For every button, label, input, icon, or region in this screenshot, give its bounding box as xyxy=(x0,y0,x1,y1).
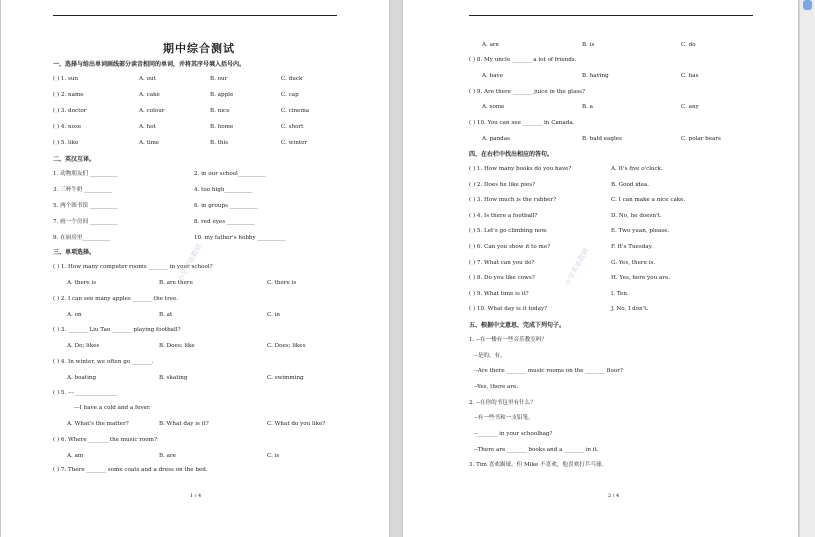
question-2-option-c: C. in xyxy=(267,312,281,318)
scrollbar[interactable] xyxy=(800,0,815,537)
translation-item: 8. red eyes __________ xyxy=(194,219,255,225)
question-2-option-b: B. at xyxy=(159,312,173,318)
question-8: ( ) 8. My uncle _______ a lot of friends. xyxy=(469,57,577,63)
question-4-option-b: B. skating xyxy=(159,375,188,381)
sound-question: ( ) 2. name xyxy=(53,92,84,98)
question-7-option-a: A. are xyxy=(482,42,499,48)
question-9-option-a: A. some xyxy=(482,104,505,110)
sound-option: B. our xyxy=(210,76,228,82)
question-6-option-c: C. is xyxy=(267,453,280,459)
sound-option: A. cake xyxy=(139,92,160,98)
question-8-option-a: A. have xyxy=(482,73,504,79)
translation-sentence: --是的，有。 xyxy=(474,353,506,359)
question-3-option-b: B. Does; like xyxy=(159,343,195,349)
page-2 xyxy=(403,0,798,537)
sound-option: C. winter xyxy=(281,140,308,146)
match-answer: F. It's Tuesday. xyxy=(611,244,653,250)
page-number: 2 / 4 xyxy=(608,493,620,499)
translation-item: 2. in our school__________ xyxy=(194,171,266,177)
question-3-option-c: C. Does; likes xyxy=(267,343,306,349)
question-10: ( ) 10. You can see _______ in Canada. xyxy=(469,120,575,126)
scrollbar-thumb[interactable] xyxy=(803,0,812,10)
question-1-option-a: A. there is xyxy=(67,280,97,286)
match-question: ( ) 2. Does he like pies? xyxy=(469,181,536,188)
question-5-option-a: A. What's the matter? xyxy=(67,421,129,427)
question-10-option-c: C. polar bears xyxy=(681,136,721,142)
match-question: ( ) 1. How many books do you have? xyxy=(469,166,572,172)
question-1-option-b: B. are there xyxy=(159,280,193,286)
question-10-option-a: A. pandas xyxy=(482,136,510,142)
translation-item: 10. my father's hobby __________ xyxy=(194,235,286,241)
sound-option: A. out xyxy=(139,76,156,82)
question-5-option-b: B. What day is it? xyxy=(159,421,209,427)
question-4-option-a: A. boating xyxy=(67,375,97,381)
sound-option: B. home xyxy=(210,124,234,130)
question-6-option-b: B. are xyxy=(159,453,176,459)
match-answer: E. Two yuan, please. xyxy=(611,228,670,235)
translation-sentence: 3. Tim 喜欢踢球，但 Mike 不喜欢，他喜欢打乒乓球。 xyxy=(469,462,608,468)
translation-sentence: --Are there _______ music rooms on the _______ floor? xyxy=(474,368,623,374)
sound-option: B. apple xyxy=(210,92,234,98)
question-3: ( ) 3. _______ Liu Tao _______ playing football? xyxy=(53,327,181,333)
watermark: 小学英语教研 xyxy=(176,242,204,284)
translation-sentence: --有一些书和一支铅笔。 xyxy=(474,415,534,421)
translation-sentence: --_______ in your schoolbag? xyxy=(474,431,553,437)
question-4-option-c: C. swimming xyxy=(267,375,304,381)
match-answer: B. Good idea. xyxy=(611,181,650,188)
header-rule xyxy=(53,15,337,16)
question-6-option-a: A. am xyxy=(67,453,84,459)
question-1-option-c: C. there is xyxy=(267,280,297,286)
translation-item: 4. too high__________ xyxy=(194,187,253,193)
question-7: ( ) 7. There _______ some coats and a dress on the bed. xyxy=(53,467,208,473)
section-2-title: 二、英汉互译。 xyxy=(53,156,96,163)
match-answer: J. No, I don't. xyxy=(611,306,649,313)
question-2-option-a: A. on xyxy=(67,312,82,318)
question-5-reply: ---I have a cold and a fever. xyxy=(74,405,151,411)
translation-item: 9. 在厨房里__________ xyxy=(53,235,111,241)
question-5: ( ) 5. --- _______________ xyxy=(53,390,118,396)
translation-item: 5. 两个图书馆 __________ xyxy=(53,203,118,209)
match-question: ( ) 3. How much is the rubber? xyxy=(469,197,557,204)
translation-sentence: --There are _______ books and a _______ in it. xyxy=(474,447,599,453)
sound-option: C. cinema xyxy=(281,108,310,114)
sound-option: C. cap xyxy=(281,92,299,98)
question-1: ( ) 1. How many computer rooms _______ in your school? xyxy=(53,264,213,270)
match-question: ( ) 10. What day is it today? xyxy=(469,306,548,313)
sound-question: ( ) 5. like xyxy=(53,140,79,146)
page-1 xyxy=(1,0,389,537)
sound-option: B. this xyxy=(210,140,229,146)
match-question: ( ) 6. Can you show it to me? xyxy=(469,244,551,250)
question-6: ( ) 6. Where _______ the music room? xyxy=(53,437,157,443)
sound-question: ( ) 3. doctor xyxy=(53,108,87,114)
section-1-title: 一、选择与给出单词画线部分读音相同的单词，并将其序号填入括号内。 xyxy=(53,61,246,68)
question-8-option-c: C. has xyxy=(681,73,699,79)
sound-option: C. duck xyxy=(281,76,303,82)
match-question: ( ) 4. Is there a football? xyxy=(469,212,538,219)
section-5-title: 五、根据中文意思，完成下列句子。 xyxy=(469,322,566,329)
page-title: 期中综合测试 xyxy=(163,42,235,55)
match-answer: I. Ten. xyxy=(611,290,629,297)
translation-item: 7. 画一个房间 __________ xyxy=(53,219,118,225)
match-question: ( ) 9. What time is it? xyxy=(469,290,529,297)
translation-item: 6. in groups __________ xyxy=(194,203,258,209)
match-answer: G. Yes, there is. xyxy=(611,259,656,266)
question-10-option-b: B. bald eagles xyxy=(582,136,622,142)
question-5-option-c: C. What do you like? xyxy=(267,421,326,427)
sound-option: C. short xyxy=(281,124,304,130)
question-7-option-c: C. do xyxy=(681,42,696,48)
translation-item: 1. 动物朋友们 __________ xyxy=(53,171,118,177)
section-4-title: 四、在右栏中找出相应的答句。 xyxy=(469,151,554,158)
match-answer: A. It's five o'clock. xyxy=(611,166,663,172)
question-9-option-b: B. a xyxy=(582,104,594,110)
page-number: 1 / 4 xyxy=(190,493,202,499)
match-question: ( ) 5. Let's go climbing now. xyxy=(469,228,548,235)
watermark: 小学英语教研 xyxy=(563,246,591,288)
header-rule xyxy=(469,15,753,16)
match-answer: C. I can make a nice cake. xyxy=(611,197,686,204)
sound-option: B. nice xyxy=(210,108,230,114)
sound-question: ( ) 4. nose xyxy=(53,124,82,130)
question-3-option-a: A. Do; likes xyxy=(67,343,100,349)
match-question: ( ) 8. Do you like cows? xyxy=(469,275,535,282)
translation-sentence: 2. --在你的书包里有什么？ xyxy=(469,400,536,406)
translation-item: 3. 三杯牛奶 __________ xyxy=(53,187,113,193)
sound-option: A. colour xyxy=(139,108,165,114)
sound-option: A. time xyxy=(139,140,160,146)
match-question: ( ) 7. What can you do? xyxy=(469,259,535,266)
translation-sentence: 1. --在一楼有一些音乐教室吗？ xyxy=(469,337,548,343)
section-3-title: 三、单项选择。 xyxy=(53,249,96,256)
question-8-option-b: B. having xyxy=(582,73,609,79)
match-answer: D. No, he doesn't. xyxy=(611,212,662,219)
question-7-option-b: B. is xyxy=(582,42,595,48)
question-9-option-c: C. any xyxy=(681,104,699,110)
question-9: ( ) 9. Are there _______ juice in the glass? xyxy=(469,89,586,95)
question-4: ( ) 4. In winter, we often go _______. xyxy=(53,359,154,365)
translation-sentence: --Yes, there are. xyxy=(474,384,519,390)
sound-option: A. hot xyxy=(139,124,156,130)
sound-question: ( ) 1. sun xyxy=(53,76,79,82)
question-2: ( ) 2. I can see many apples _______ the tree. xyxy=(53,296,179,302)
match-answer: H. Yes, here you are. xyxy=(611,275,671,282)
